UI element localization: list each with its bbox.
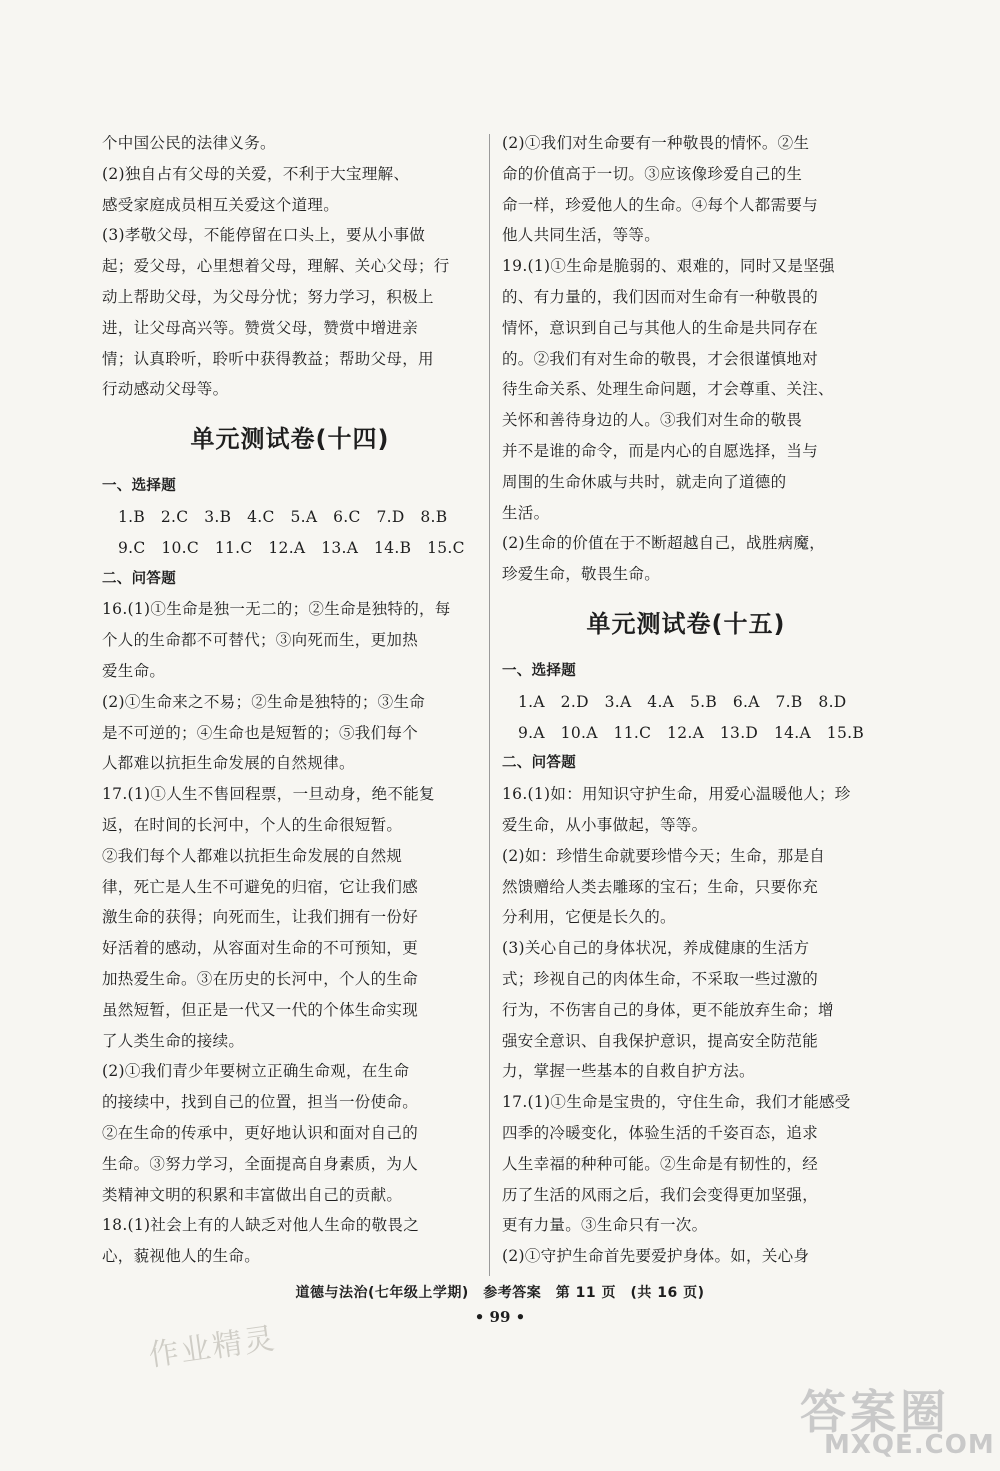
- answer-line: 个人的生命都不可替代；③向死而生，更加热: [102, 631, 419, 650]
- answer-line: 的接续中，找到自己的位置，担当一份使命。: [102, 1093, 419, 1112]
- text-line: 的。②我们有对生命的敬畏，才会很谨慎地对: [502, 349, 819, 368]
- text-line: 命一样，珍爱他人的生命。④每个人都需要与: [502, 195, 819, 214]
- mcq-answers-row: 1.A 2.D 3.A 4.A 5.B 6.A 7.B 8.D: [518, 692, 847, 711]
- answer-line: (2)如：珍惜生命就要珍惜今天；生命，那是自: [502, 846, 826, 865]
- section-multiple-choice: 一、选择题: [502, 662, 576, 679]
- left-column: [102, 128, 478, 1272]
- answer-line: 四季的冷暖变化，体验生活的千姿百态，追求: [502, 1123, 819, 1142]
- answer-line: 强安全意识、自我保护意识，提高安全防范能: [502, 1031, 819, 1050]
- answer-line: 然馈赠给人类去雕琢的宝石；生命，只要你充: [502, 877, 819, 896]
- answer-line: 人都难以抗拒生命发展的自然规律。: [102, 754, 355, 773]
- text-line: 19.(1)①生命是脆弱的、艰难的，同时又是坚强: [502, 257, 835, 276]
- answer-line: 爱生命。: [102, 661, 166, 680]
- section-multiple-choice: 一、选择题: [102, 478, 176, 495]
- watermark-stamp: 作业精灵: [146, 1321, 279, 1374]
- mcq-answers-row: 9.C 10.C 11.C 12.A 13.A 14.B 15.C: [118, 538, 465, 557]
- text-line: 动上帮助父母，为父母分忧；努力学习，积极上: [102, 287, 434, 306]
- answer-line: 更有力量。③生命只有一次。: [502, 1216, 708, 1235]
- answer-line: 16.(1)如：用知识守护生命，用爱心温暖他人；珍: [502, 785, 851, 804]
- answer-line: ②我们每个人都难以抗拒生命发展的自然规: [102, 846, 403, 865]
- answer-line: 律，死亡是人生不可避免的归宿，它让我们感: [102, 877, 419, 896]
- text-line: (2)独自占有父母的关爱，不利于大宝理解、: [102, 164, 410, 183]
- watermark-url: MXQE.COM: [824, 1430, 995, 1460]
- page-footer: 道德与法治(七年级上学期) 参考答案 第 11 页 (共 16 页): [295, 1285, 705, 1301]
- answer-line: 17.(1)①生命是宝贵的，守住生命，我们才能感受: [502, 1093, 851, 1112]
- text-line: 生活。: [502, 503, 550, 522]
- answer-line: 爱生命，从小事做起，等等。: [502, 815, 708, 834]
- answer-line: 了人类生命的接续。: [102, 1031, 245, 1050]
- right-intro: [502, 128, 870, 590]
- text-line: 他人共同生活，等等。: [502, 226, 661, 245]
- answer-line: 类精神文明的积累和丰富做出自己的贡献。: [102, 1185, 403, 1204]
- text-line: 感受家庭成员相互关爱这个道理。: [102, 195, 340, 214]
- answer-line: 行为，不伤害自己的身体，更不能放弃生命；增: [502, 1000, 834, 1019]
- answer-line: 激生命的获得；向死而生，让我们拥有一份好: [102, 908, 419, 927]
- answer-line: 力，掌握一些基本的自救自护方法。: [502, 1062, 755, 1081]
- text-line: 情；认真聆听，聆听中获得教益；帮助父母，用: [102, 349, 434, 368]
- text-line: 的、有力量的，我们因而对生命有一种敬畏的: [502, 287, 819, 306]
- text-line: (3)孝敬父母，不能停留在口头上，要从小事做: [102, 226, 426, 245]
- answer-line: 生命。③努力学习，全面提高自身素质，为人: [102, 1154, 419, 1173]
- text-line: 关怀和善待身边的人。③我们对生命的敬畏: [502, 411, 803, 430]
- text-line: 个中国公民的法律义务。: [102, 134, 276, 152]
- mcq-answers-row: 1.B 2.C 3.B 4.C 5.A 6.C 7.D 8.B: [118, 507, 448, 526]
- answer-line: 心，藐视他人的生命。: [102, 1247, 261, 1266]
- column-divider: [489, 134, 490, 1276]
- right-answers: [502, 779, 870, 1272]
- text-line: 待生命关系、处理生命问题，才会尊重、关注、: [502, 380, 834, 399]
- right-column: [502, 128, 870, 1272]
- left-intro: [102, 128, 478, 405]
- answer-line: 加热爱生命。③在历史的长河中，个人的生命: [102, 969, 419, 988]
- unit-test-heading-14: 单元测试卷(十四): [190, 425, 390, 454]
- unit-test-heading-15: 单元测试卷(十五): [586, 609, 786, 638]
- text-line: 并不是谁的命令，而是内心的自愿选择，当与: [502, 441, 819, 460]
- answer-line: 虽然短暂，但正是一代又一代的个体生命实现: [102, 1000, 419, 1019]
- answer-line: 分利用，它便是长久的。: [502, 908, 676, 927]
- answer-line: (3)关心自己的身体状况，养成健康的生活方: [502, 939, 810, 958]
- text-line: 行动感动父母等。: [102, 380, 229, 399]
- answer-line: 历了生活的风雨之后，我们会变得更加坚强，: [502, 1185, 819, 1204]
- text-line: 进，让父母高兴等。赞赏父母，赞赏中增进亲: [102, 318, 419, 337]
- answer-line: ②在生命的传承中，更好地认识和面对自己的: [102, 1123, 419, 1142]
- answer-line: (2)①我们青少年要树立正确生命观，在生命: [102, 1062, 410, 1081]
- answer-line: 17.(1)①人生不售回程票，一旦动身，绝不能复: [102, 785, 435, 804]
- left-answers: [102, 594, 478, 1272]
- answer-line: 好活着的感动，从容面对生命的不可预知，更: [102, 939, 419, 958]
- answer-line: 是不可逆的；④生命也是短暂的；⑤我们每个: [102, 723, 419, 742]
- answer-line: 18.(1)社会上有的人缺乏对他人生命的敬畏之: [102, 1216, 420, 1235]
- section-short-answer: 二、问答题: [502, 755, 576, 772]
- mcq-answers-row: 9.A 10.A 11.C 12.A 13.D 14.A 15.B: [518, 723, 865, 742]
- page-number: • 99 •: [474, 1308, 526, 1326]
- text-line: 命的价值高于一切。③应该像珍爱自己的生: [502, 164, 803, 183]
- answer-line: 式；珍视自己的肉体生命，不采取一些过激的: [502, 969, 819, 988]
- answer-line: 人生幸福的种种可能。②生命是有韧性的，经: [502, 1154, 819, 1173]
- text-line: 起；爱父母，心里想着父母，理解、关心父母；行: [102, 257, 450, 276]
- answer-line: 16.(1)①生命是独一无二的；②生命是独特的，每: [102, 600, 451, 619]
- text-line: 珍爱生命，敬畏生命。: [502, 565, 661, 584]
- text-line: 周围的生命休戚与共时，就走向了道德的: [502, 472, 787, 491]
- answer-line: (2)①生命来之不易；②生命是独特的；③生命: [102, 692, 426, 711]
- text-line: (2)生命的价值在于不断超越自己，战胜病魔，: [502, 534, 826, 553]
- section-short-answer: 二、问答题: [102, 570, 176, 587]
- answer-line: 返，在时间的长河中，个人的生命很短暂。: [102, 815, 403, 834]
- watermark-logo: 答案圈: [800, 1385, 950, 1439]
- text-line: 情怀，意识到自己与其他人的生命是共同存在: [502, 318, 819, 337]
- text-line: (2)①我们对生命要有一种敬畏的情怀。②生: [502, 134, 810, 152]
- answer-line: (2)①守护生命首先要爱护身体。如，关心身: [502, 1247, 810, 1266]
